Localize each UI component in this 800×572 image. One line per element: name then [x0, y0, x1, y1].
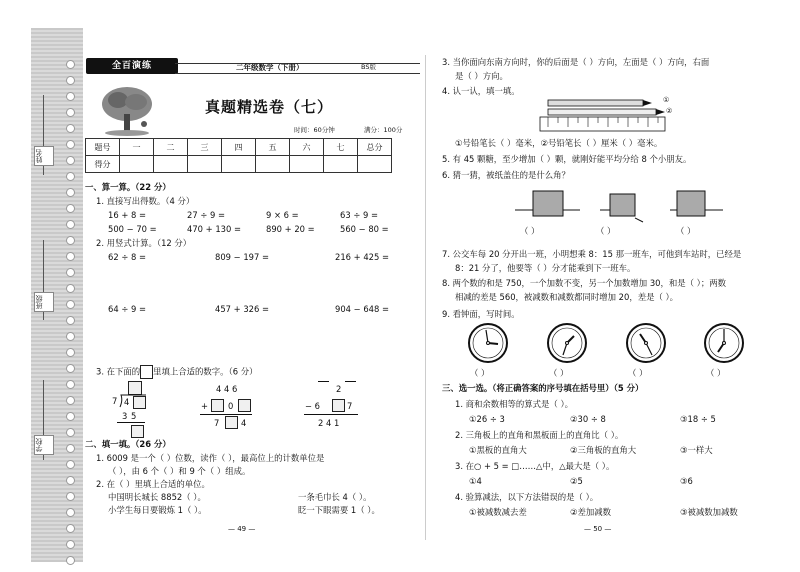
question: 是（ ）方向。 — [455, 71, 508, 81]
question: 2. 在（ ）里填上合适的单位。 — [96, 479, 210, 489]
product-digit: 3 — [122, 411, 128, 421]
option[interactable]: ②5 — [570, 476, 583, 486]
question: 4. 验算减法，以下方法错误的是（ ）。 — [455, 492, 599, 502]
digit: 2 — [336, 384, 342, 394]
vertical-calc: 809 − 197 = — [215, 252, 269, 262]
minus-digit: − 6 — [305, 401, 321, 411]
question: ①号铅笔长（ ）毫米，②号铅笔长（ ）厘米（ ）毫米。 — [455, 138, 663, 148]
name-label: 姓名 — [34, 146, 54, 166]
arith-item: 890 + 20 = — [266, 224, 315, 234]
answer-blank[interactable]: （ ） — [470, 368, 490, 378]
time-limit: 时间：60分钟 — [294, 126, 335, 134]
question: 6. 猜一猜，被纸盖住的是什么角？ — [442, 170, 570, 180]
arith-item: 470 + 130 = — [187, 224, 241, 234]
arith-item: 63 ÷ 9 = — [340, 210, 379, 220]
section3-heading: 三、选一选。（将正确答案的序号填在括号里）（5 分） — [442, 383, 644, 393]
header-cell: 六 — [290, 139, 324, 156]
rule-line — [117, 422, 145, 423]
question: 1. 6009 是一个（ ）位数，读作（ ），最高位上的计数单位是 — [96, 453, 325, 463]
score-cell[interactable] — [358, 156, 392, 173]
header-cell: 五 — [256, 139, 290, 156]
option[interactable]: ②差加减数 — [570, 507, 612, 517]
score-cell[interactable] — [222, 156, 256, 173]
arith-item: 9 × 6 = — [266, 210, 299, 220]
sum-digit: 7 — [214, 418, 220, 428]
section1-heading: 一、算一算。（22 分） — [85, 182, 171, 192]
rule-line — [304, 414, 358, 415]
school-label: 学校 — [34, 435, 54, 455]
sum-digit: 4 — [241, 418, 247, 428]
question: 眨一下眼需要 1（ ）。 — [298, 505, 380, 515]
question: 7. 公交车每 20 分开出一班，小明想乘 8：15 那一班车，可他到车站时，已经是 — [442, 249, 742, 259]
pencil-marker: ② — [666, 107, 673, 115]
question: 9. 看钟面，写时间。 — [442, 309, 520, 319]
answer-blank[interactable]: （ ） — [596, 226, 616, 236]
question: 小学生每日要锻炼 1（ ）。 — [108, 505, 207, 515]
blank-line — [345, 381, 356, 382]
page-number: — 50 — — [584, 525, 612, 533]
score-cell[interactable] — [290, 156, 324, 173]
subject-label: 二年级数学（下册） — [236, 63, 304, 72]
question: 5. 有 45 颗糖，至少增加（ ）颗，就刚好能平均分给 8 个小朋友。 — [442, 154, 692, 164]
clock-icon — [467, 322, 509, 364]
product-digit: 5 — [131, 411, 137, 421]
question: 4. 认一认，填一填。 — [442, 86, 520, 96]
ruler-pencils-figure — [538, 97, 673, 133]
digit: 7 — [347, 401, 353, 411]
answer-box[interactable] — [238, 399, 251, 412]
answer-blank[interactable]: （ ） — [706, 368, 726, 378]
header-cell: 二 — [154, 139, 188, 156]
question — [96, 365, 257, 379]
score-cell[interactable] — [120, 156, 154, 173]
answer-blank[interactable]: （ ） — [520, 226, 540, 236]
arith-item: 560 − 80 = — [340, 224, 389, 234]
clock-icon — [625, 322, 667, 364]
blank-box-icon — [140, 365, 153, 379]
class-label: 班级 — [34, 292, 54, 312]
option[interactable]: ③一样大 — [680, 445, 713, 455]
vertical-calc: 62 ÷ 8 = — [108, 252, 147, 262]
clock-icon — [703, 322, 745, 364]
option[interactable]: ②30 ÷ 8 — [570, 414, 606, 424]
blank-line — [318, 381, 329, 382]
score-cell[interactable] — [324, 156, 358, 173]
question: 3. 当你面向东南方向时，你的后面是（ ）方向，左面是（ ）方向，右面 — [442, 57, 710, 67]
score-cell[interactable] — [154, 156, 188, 173]
option[interactable]: ③18 ÷ 5 — [680, 414, 716, 424]
question: 1. 商和余数相等的算式是（ ）。 — [455, 399, 573, 409]
page-number: — 49 — — [228, 525, 256, 533]
option[interactable]: ①被减数减去差 — [469, 507, 527, 517]
option[interactable]: ②三角板的直角大 — [570, 445, 637, 455]
option[interactable]: ①4 — [469, 476, 482, 486]
dividend-digit: 4 — [124, 397, 130, 407]
rule-line — [200, 414, 252, 415]
page-title: 真题精选卷（七） — [205, 98, 334, 116]
option[interactable]: ①黑板的直角大 — [469, 445, 527, 455]
difference: 2 4 1 — [318, 418, 340, 428]
plus-sign: + — [201, 401, 209, 411]
question: 相减的差是 560，被减数和减数都同时增加 20，差是（ ）。 — [455, 292, 679, 302]
divisor: 7 — [112, 396, 118, 406]
vertical-calc: 457 + 326 = — [215, 304, 269, 314]
tree-illustration — [98, 84, 156, 136]
header-cell: 三 — [188, 139, 222, 156]
answer-box[interactable] — [332, 399, 345, 412]
pencil-marker: ① — [663, 96, 670, 104]
answer-blank[interactable]: （ ） — [628, 368, 648, 378]
answer-box[interactable] — [128, 381, 142, 395]
edition-label: BS版 — [361, 63, 376, 71]
score-table — [85, 138, 392, 173]
page-divider — [425, 55, 426, 540]
score-cell[interactable] — [256, 156, 290, 173]
arith-item: 16 + 8 = — [108, 210, 147, 220]
header-cell: 一 — [120, 139, 154, 156]
digit: 0 — [228, 401, 234, 411]
clock-icon — [546, 322, 588, 364]
header-cell: 题号 — [86, 139, 120, 156]
question: 8. 两个数的和是 750，一个加数不变，另一个加数增加 30，和是（ ）；两数 — [442, 278, 726, 288]
answer-box[interactable] — [211, 399, 224, 412]
question: 3. 在○ + 5 = □……△中，△最大是（ ）。 — [455, 461, 615, 471]
question: 8：21 分了，他要等（ ）分才能乘到下一班车。 — [455, 263, 636, 273]
header-cell: 四 — [222, 139, 256, 156]
answer-box[interactable] — [225, 416, 238, 429]
arith-item: 27 ÷ 9 = — [187, 210, 226, 220]
row-label: 得分 — [86, 156, 120, 173]
answer-box[interactable] — [133, 396, 146, 409]
covered-angles-figure — [515, 188, 735, 224]
answer-box[interactable] — [131, 425, 144, 438]
header-cell: 总分 — [358, 139, 392, 156]
vertical-calc: 216 + 425 = — [335, 252, 389, 262]
question: 中国明长城长 8852（ ）。 — [108, 492, 206, 502]
question: 1. 直接写出得数。（4 分） — [96, 196, 195, 206]
vertical-calc: 904 − 648 = — [335, 304, 389, 314]
binding-holes — [66, 60, 74, 572]
answer-blank[interactable]: （ ） — [676, 226, 696, 236]
question-part: 3. 在下面的 — [96, 366, 141, 377]
full-score: 满分：100分 — [364, 126, 403, 134]
question-part: 里填上合适的数字。（6 分） — [153, 366, 258, 377]
question: 一条毛巾长 4（ ）。 — [298, 492, 372, 502]
option[interactable]: ③6 — [680, 476, 693, 486]
score-cell[interactable] — [188, 156, 222, 173]
vertical-calc: 64 ÷ 9 = — [108, 304, 147, 314]
section2-heading: 二、填一填。（26 分） — [85, 439, 171, 449]
header-cell: 七 — [324, 139, 358, 156]
answer-blank[interactable]: （ ） — [549, 368, 569, 378]
arith-item: 500 − 70 = — [108, 224, 157, 234]
option[interactable]: ①26 ÷ 3 — [469, 414, 505, 424]
series-logo: 全百演练 — [86, 58, 178, 74]
addend: 4 4 6 — [216, 384, 238, 394]
question: （ ），由 6 个（ ）和 9 个（ ）组成。 — [108, 466, 251, 476]
option[interactable]: ③被减数加减数 — [680, 507, 738, 517]
question: 2. 用竖式计算。（12 分） — [96, 238, 192, 248]
question: 2. 三角板上的直角和黑板面上的直角比（ ）。 — [455, 430, 624, 440]
